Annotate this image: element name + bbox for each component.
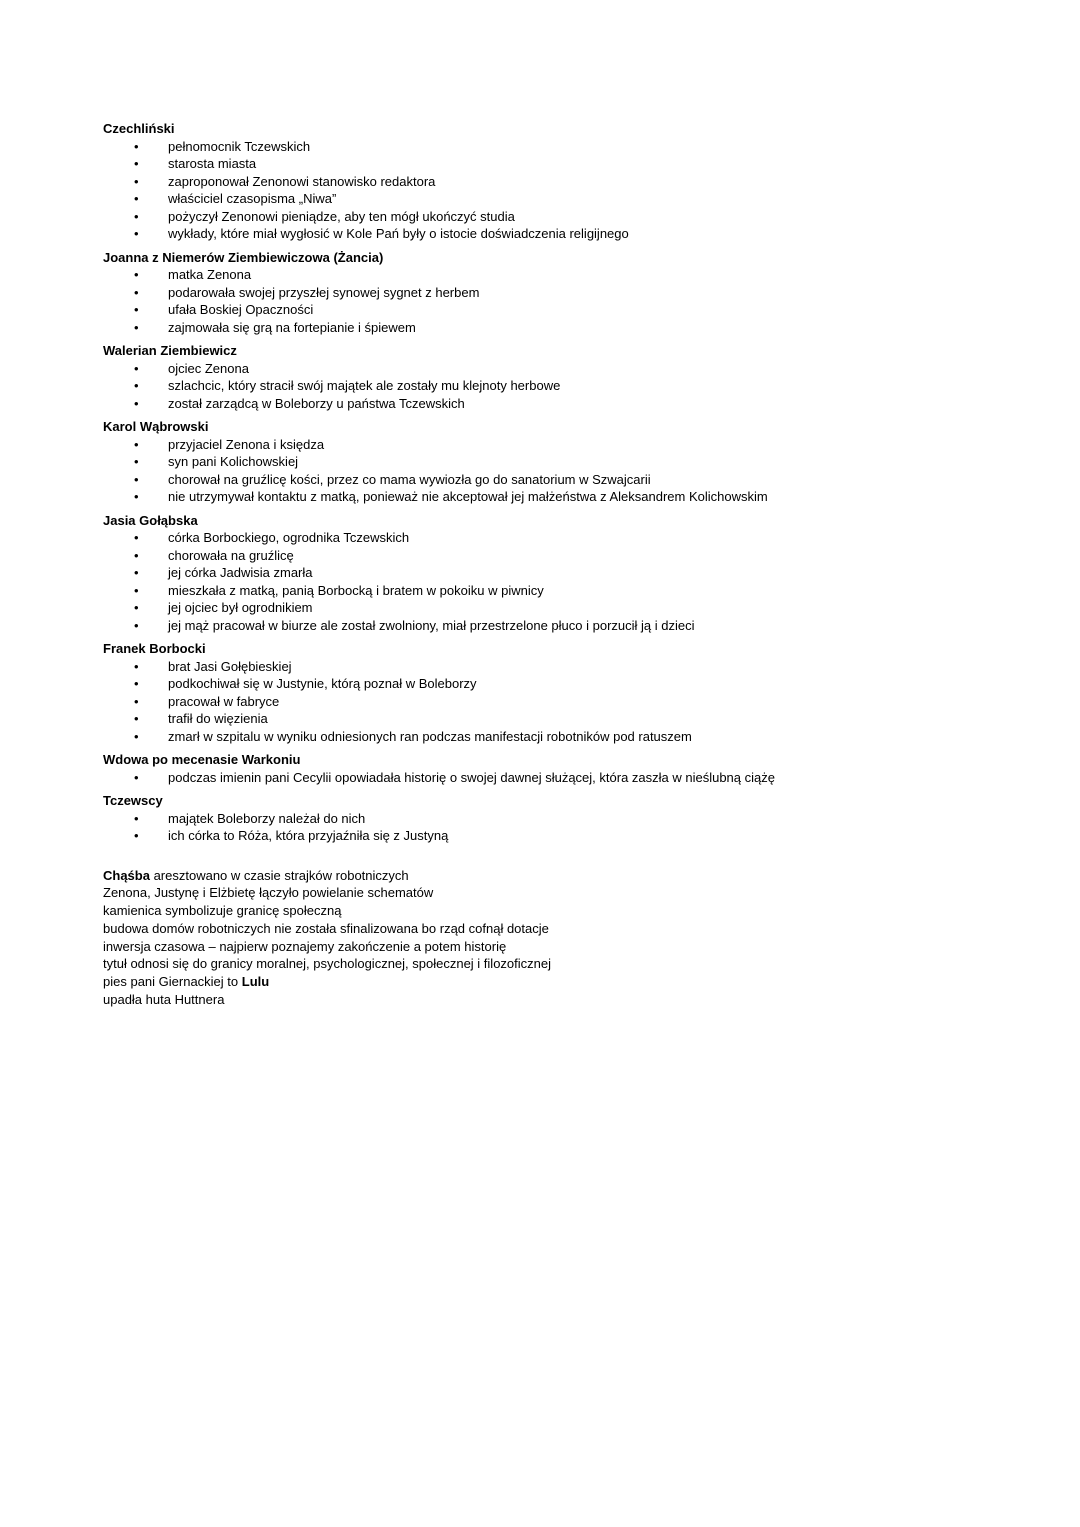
list-item (103, 769, 1003, 787)
list-item-text: właściciel czasopisma „Niwa” (168, 191, 337, 206)
list-item (103, 360, 1003, 378)
bullet-icon: • (134, 319, 139, 335)
bullet-icon: • (134, 617, 139, 633)
list-item-text: podarowała swojej przyszłej synowej sygnet z herbem (168, 284, 480, 300)
bullet-list (103, 436, 1003, 506)
section-heading: Tczewscy (103, 793, 163, 808)
list-item-text: jej ojciec był ogrodnikiem (168, 600, 313, 615)
bullet-icon: • (134, 810, 139, 826)
bullet-icon: • (134, 138, 139, 154)
section-heading: Karol Wąbrowski (103, 419, 209, 434)
list-item (103, 599, 1003, 617)
section-heading: Franek Borbocki (103, 641, 206, 656)
bullet-list (103, 360, 1003, 413)
list-item-text: zaproponował Zenonowi stanowisko redaktora (168, 173, 436, 189)
list-item-text: nie utrzymywał kontaktu z matką, ponieważ nie akceptował jej małżeństwa z Aleksandrem Kolichowskim (168, 489, 768, 504)
bullet-icon: • (134, 378, 139, 393)
list-item (103, 693, 1003, 711)
list-item (103, 728, 1003, 746)
list-item (103, 675, 1003, 693)
list-item-text: ojciec Zenona (168, 360, 249, 376)
list-item-text: ufała Boskiej Opaczności (168, 302, 314, 317)
note-bold-text: Chąśba (103, 867, 150, 883)
list-item (103, 377, 1003, 395)
note-line (103, 884, 1003, 902)
list-item-text: brat Jasi Gołębieskiej (168, 658, 292, 674)
character-section (103, 418, 1003, 506)
list-item-text: pracował w fabryce (168, 693, 280, 709)
list-item (103, 453, 1003, 471)
bullet-icon: • (134, 693, 139, 709)
bullet-icon: • (134, 360, 139, 376)
character-section (103, 792, 1003, 845)
list-item (103, 471, 1003, 489)
section-heading: Wdowa po mecenasie Warkoniu (103, 752, 301, 767)
bullet-icon: • (134, 191, 139, 206)
character-section (103, 342, 1003, 412)
note-line (103, 955, 1003, 973)
bullet-icon: • (134, 547, 139, 563)
list-item (103, 810, 1003, 828)
note-line (103, 867, 1003, 885)
list-item-text: szlachcic, który stracił swój majątek ale zostały mu klejnoty herbowe (168, 378, 561, 393)
notes-block (103, 867, 1003, 1009)
section-heading: Czechliński (103, 121, 175, 136)
list-item-text: został zarządcą w Boleborzy u państwa Tczewskich (168, 395, 465, 411)
list-item-text: chorowała na gruźlicę (168, 547, 294, 563)
list-item-text: syn pani Kolichowskiej (168, 454, 299, 469)
note-text: upadła huta Huttnera (103, 992, 225, 1008)
list-item (103, 173, 1003, 191)
list-item (103, 190, 1003, 208)
list-item (103, 266, 1003, 284)
bullet-icon: • (134, 530, 139, 545)
list-item-text: trafił do więzienia (168, 711, 268, 726)
list-item (103, 155, 1003, 173)
bullet-icon: • (134, 828, 139, 843)
bullet-list (103, 529, 1003, 634)
list-item (103, 529, 1003, 547)
character-section (103, 751, 1003, 786)
character-sections (103, 120, 1003, 845)
list-item (103, 138, 1003, 156)
list-item-text: chorował na gruźlicę kości, przez co mama wywiozła go do sanatorium w Szwajcarii (168, 471, 651, 487)
list-item-text: córka Borbockiego, ogrodnika Tczewskich (168, 530, 410, 545)
list-item-text: mieszkała z matką, panią Borbocką i bratem w pokoiku w piwnicy (168, 582, 544, 598)
document-page (103, 120, 1003, 1009)
list-item (103, 488, 1003, 506)
list-item (103, 284, 1003, 302)
bullet-icon: • (134, 395, 139, 411)
list-item-text: jej mąż pracował w biurze ale został zwolniony, miał przestrzelone płuco i porzucił ją i dzieci (168, 617, 695, 633)
bullet-icon: • (134, 302, 139, 317)
note-text: aresztowano w czasie strajków robotniczych (149, 867, 409, 883)
bullet-icon: • (134, 676, 139, 691)
list-item (103, 617, 1003, 635)
list-item (103, 395, 1003, 413)
bullet-icon: • (134, 582, 139, 598)
character-section (103, 640, 1003, 745)
list-item-text: zajmowała się grą na fortepianie i śpiewem (168, 319, 416, 335)
bullet-icon: • (134, 600, 139, 615)
bullet-icon: • (134, 728, 139, 744)
note-text: inwersja czasowa – najpierw poznajemy zakończenie a potem historię (103, 938, 507, 954)
note-line (103, 920, 1003, 938)
bullet-icon: • (134, 173, 139, 189)
bullet-icon: • (134, 565, 139, 580)
bullet-icon: • (134, 436, 139, 452)
list-item (103, 658, 1003, 676)
list-item-text: przyjaciel Zenona i księdza (168, 436, 325, 452)
list-item-text: podkochiwał się w Justynie, którą poznał w Boleborzy (168, 676, 477, 691)
character-section (103, 512, 1003, 635)
list-item (103, 225, 1003, 243)
list-item-text: starosta miasta (168, 156, 257, 171)
list-item (103, 582, 1003, 600)
section-heading: Joanna z Niemerów Ziembiewiczowa (Żancia) (103, 249, 384, 265)
list-item (103, 436, 1003, 454)
bullet-icon: • (134, 156, 139, 171)
list-item-text: pełnomocnik Tczewskich (168, 138, 311, 154)
note-line (103, 902, 1003, 920)
bullet-icon: • (134, 267, 139, 282)
list-item-text: podczas imienin pani Cecylii opowiadała historię o swojej dawnej służącej, która zaszła w nieślubną ciążę (168, 769, 775, 785)
bullet-icon: • (134, 471, 139, 487)
bullet-list (103, 658, 1003, 746)
bullet-icon: • (134, 658, 139, 674)
bullet-icon: • (134, 284, 139, 300)
bullet-icon: • (134, 226, 139, 241)
section-heading: Jasia Gołąbska (103, 512, 198, 528)
list-item (103, 564, 1003, 582)
list-item-text: ich córka to Róża, która przyjaźniła się z Justyną (168, 828, 449, 843)
note-text: tytuł odnosi się do granicy moralnej, psychologicznej, społecznej i filozoficznej (103, 956, 552, 972)
list-item-text: wykłady, które miał wygłosić w Kole Pań były o istocie doświadczenia religijnego (168, 226, 629, 241)
list-item (103, 319, 1003, 337)
list-item-text: zmarł w szpitalu w wyniku odniesionych ran podczas manifestacji robotników pod ratuszem (168, 728, 692, 744)
note-text: pies pani Giernackiej to (103, 974, 242, 990)
bullet-icon: • (134, 489, 139, 504)
note-line (103, 973, 1003, 991)
bullet-icon: • (134, 454, 139, 469)
character-section (103, 120, 1003, 243)
note-text: budowa domów robotniczych nie została sfinalizowana bo rząd cofnął dotacje (103, 920, 549, 936)
bullet-list (103, 266, 1003, 336)
list-item (103, 301, 1003, 319)
list-item (103, 827, 1003, 845)
list-item (103, 547, 1003, 565)
bullet-icon: • (134, 711, 139, 726)
list-item-text: majątek Boleborzy należał do nich (168, 810, 366, 826)
list-item-text: matka Zenona (168, 267, 252, 282)
note-line (103, 991, 1003, 1009)
list-item (103, 710, 1003, 728)
list-item-text: pożyczył Zenonowi pieniądze, aby ten mógł ukończyć studia (168, 208, 515, 224)
character-section (103, 249, 1003, 337)
bullet-list (103, 810, 1003, 845)
note-line (103, 938, 1003, 956)
bullet-list (103, 138, 1003, 243)
section-heading: Walerian Ziembiewicz (103, 343, 237, 358)
bullet-icon: • (134, 208, 139, 224)
list-item-text: jej córka Jadwisia zmarła (168, 565, 313, 580)
note-bold-text: Lulu (241, 974, 270, 990)
list-item (103, 208, 1003, 226)
bullet-list (103, 769, 1003, 787)
note-text: Zenona, Justynę i Elżbietę łączyło powielanie schematów (103, 885, 434, 901)
note-text: kamienica symbolizuje granicę społeczną (103, 903, 342, 919)
bullet-icon: • (134, 769, 139, 785)
